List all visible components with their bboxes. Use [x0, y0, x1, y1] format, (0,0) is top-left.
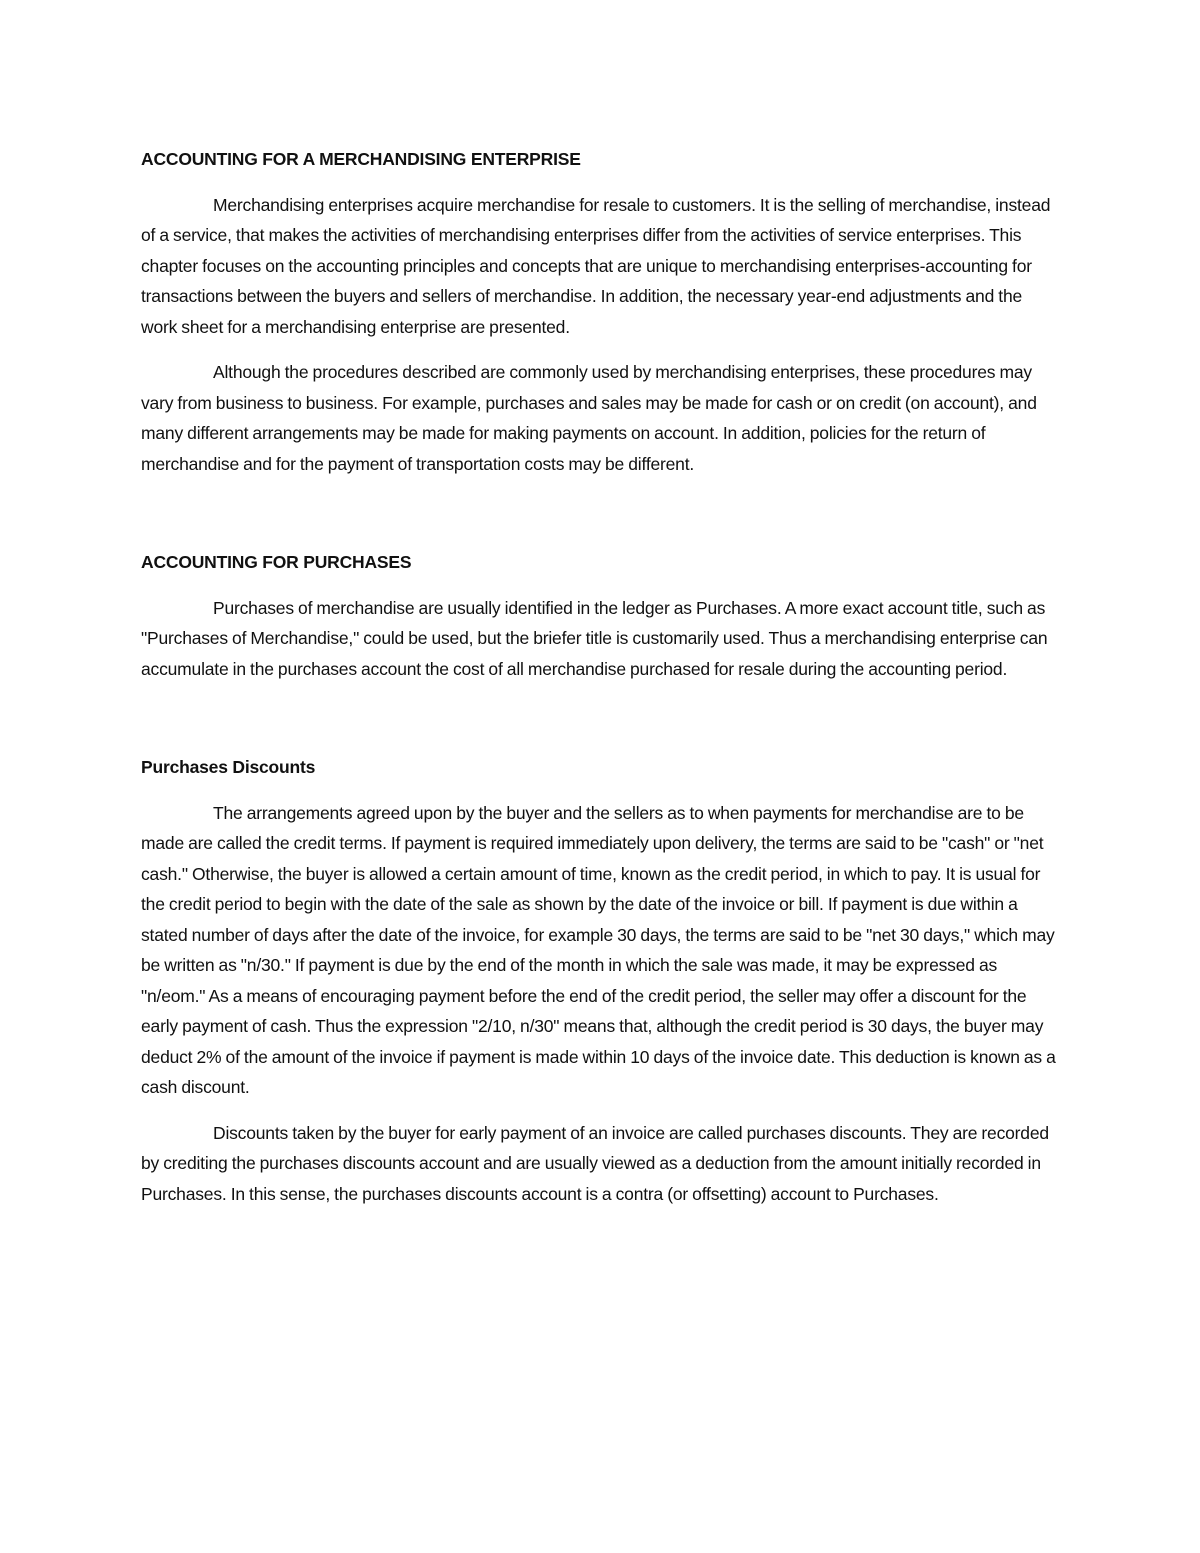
paragraph-purchases-discounts: Discounts taken by the buyer for early payment of an invoice are called purchases discounts. They are recorded by crediting the purchases discounts account and are usually viewed as a deduction from the amount initially recorded in Purchases. In this sense, the purchases discounts account is a contra (or offsetting) account to Purchases. — [141, 1122, 1049, 1204]
subsection-heading-purchases-discounts: Purchases Discounts — [141, 757, 316, 777]
section-heading-purchases: ACCOUNTING FOR PURCHASES — [141, 552, 412, 572]
paragraph-merchandising-procedures: Although the procedures described are commonly used by merchandising enterprises, these procedures may vary from business to business. For example, purchases and sales may be made for cash or on credit (on account), and many different arrangements may be made for making payments on account. In addition, policies for the return of merchandise and for the payment of transportation costs may be different. — [141, 362, 1037, 474]
paragraph-purchases-account: Purchases of merchandise are usually identified in the ledger as Purchases. A more exact account title, such as "Purchases of Merchandise," could be used, but the briefer title is customarily used. Thus a merchandising enterprise can accumulate in the purchases account the cost of all merchandise purchased for resale during the accounting period. — [141, 597, 1048, 679]
document-body — [141, 144, 1061, 1209]
section-heading-merchandising: ACCOUNTING FOR A MERCHANDISING ENTERPRISE — [141, 149, 581, 169]
paragraph-credit-terms: The arrangements agreed upon by the buyer and the sellers as to when payments for merchandise are to be made are called the credit terms. If payment is required immediately upon delivery, the terms are said to be "cash" or "net cash." Otherwise, the buyer is allowed a certain amount of time, known as the credit period, in which to pay. It is usual for the credit period to begin with the date of the sale as shown by the date of the invoice or bill. If payment is due within a stated number of days after the date of the invoice, for example 30 days, the terms are said to be "net 30 days," which may be written as "n/30." If payment is due by the end of the month in which the sale was made, it may be expressed as "n/eom." As a means of encouraging payment before the end of the credit period, the seller may offer a discount for the early payment of cash. Thus the expression "2/10, n/30" means that, although the credit period is 30 days, the buyer may deduct 2% of the amount of the invoice if payment is made within 10 days of the invoice date. This deduction is known as a cash discount. — [141, 802, 1056, 1097]
paragraph-merchandising-intro: Merchandising enterprises acquire merchandise for resale to customers. It is the selling of merchandise, instead of a service, that makes the activities of merchandising enterprises differ from the activities of service enterprises. This chapter focuses on the accounting principles and concepts that are unique to merchandising enterprises-accounting for transactions between the buyers and sellers of merchandise. In addition, the necessary year-end adjustments and the work sheet for a merchandising enterprise are presented. — [141, 194, 1051, 337]
